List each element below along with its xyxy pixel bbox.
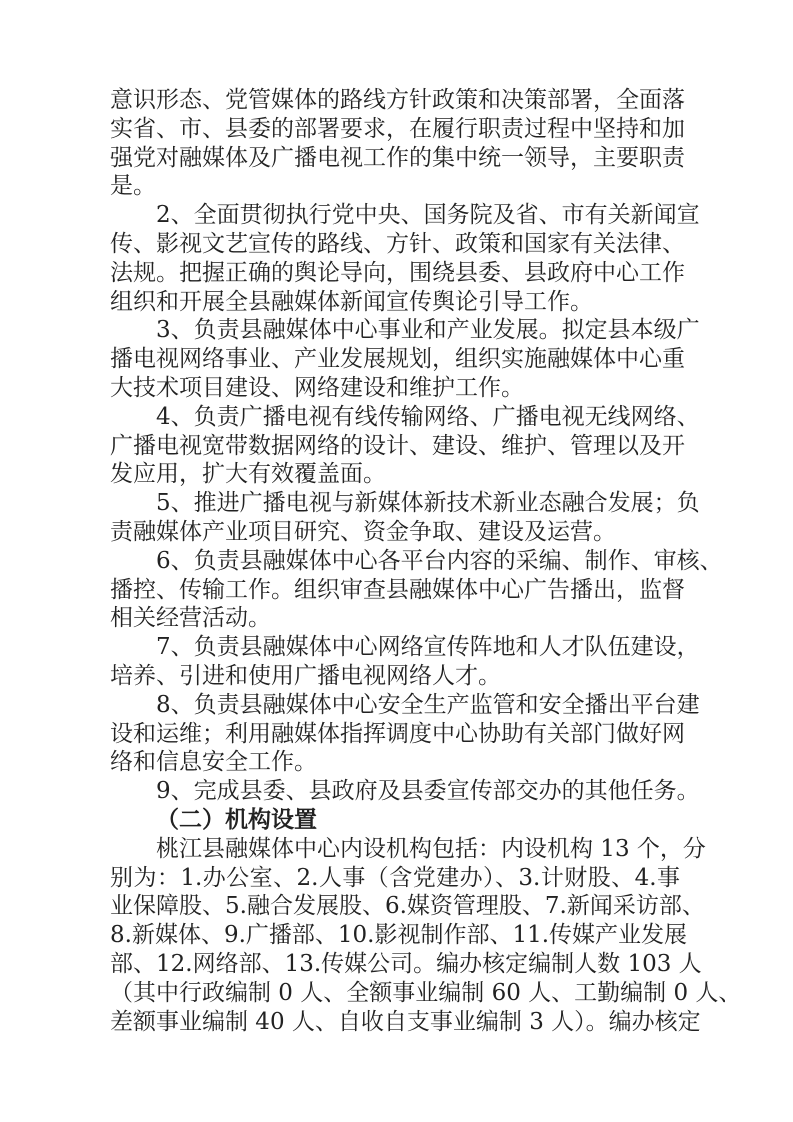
text-line: 大技术项目建设、网络建设和维护工作。 [110,374,524,401]
text-line: 组织和开展全县融媒体新闻宣传舆论引导工作。 [110,288,593,315]
paragraph [110,403,700,489]
text-line: 法规。把握正确的舆论导向，围绕县委、县政府中心工作 [110,259,685,286]
text-line: （其中行政编制 0 人、全额事业编制 60 人、工勤编制 0 人、 [110,979,742,1006]
text-line: 部、12.网络部、13.传媒公司。编办核定编制人数 103 人 [110,950,702,977]
paragraph [110,86,685,201]
paragraph [110,316,700,402]
text-line: 发应用，扩大有效覆盖面。 [110,461,386,488]
text-line: 8、负责县融媒体中心安全生产监管和安全播出平台建 [156,691,700,718]
paragraph [110,835,742,1037]
paragraph [110,547,723,633]
paragraph [110,489,700,547]
text-line: 设和运维；利用融媒体指挥调度中心协助有关部门做好网 [110,720,685,747]
text-line: （二）机构设置 [156,806,317,833]
text-line: 4、负责广播电视有线传输网络、广播电视无线网络、 [156,403,700,430]
text-line: 3、负责县融媒体中心事业和产业发展。拟定县本级广 [156,317,700,344]
paragraph [110,691,700,777]
section-heading [110,806,680,835]
text-line: 络和信息安全工作。 [110,749,317,776]
text-line: 桃江县融媒体中心内设机构包括：内设机构 13 个，分 [156,835,706,862]
text-line: 业保障股、5.融合发展股、6.媒资管理股、7.新闻采访部、 [110,893,705,920]
text-line: 播控、传输工作。组织审查县融媒体中心广告播出，监督 [110,576,685,603]
text-line: 7、负责县融媒体中心网络宣传阵地和人才队伍建设， [156,634,700,661]
paragraph [110,777,700,806]
text-line: 广播电视宽带数据网络的设计、建设、维护、管理以及开 [110,432,685,459]
text-line: 2、全面贯彻执行党中央、国务院及省、市有关新闻宣 [156,202,700,229]
text-line: 意识形态、党管媒体的路线方针政策和决策部署，全面落 [110,87,685,113]
text-line: 培养、引进和使用广播电视网络人才。 [110,662,501,689]
text-line: 8.新媒体、9.广播部、10.影视制作部、11.传媒产业发展 [110,922,688,949]
text-line: 差额事业编制 40 人、自收自支事业编制 3 人）。编办核定 [110,1008,701,1035]
text-line: 强党对融媒体及广播电视工作的集中统一领导，主要职责 [110,144,685,171]
text-line: 9、完成县委、县政府及县委宣传部交办的其他任务。 [156,778,700,805]
text-line: 相关经营活动。 [110,605,271,632]
text-line: 播电视网络事业、产业发展规划，组织实施融媒体中心重 [110,346,685,373]
text-line: 5、推进广播电视与新媒体新技术新业态融合发展；负 [156,490,700,517]
text-line: 是。 [110,173,156,200]
text-line: 6、负责县融媒体中心各平台内容的采编、制作、审核、 [156,547,723,574]
text-line: 责融媒体产业项目研究、资金争取、建设及运营。 [110,518,616,545]
text-line: 别为：1.办公室、2.人事（含党建办）、3.计财股、4.事 [110,864,680,891]
text-line: 传、影视文艺宣传的路线、方针、政策和国家有关法律、 [110,230,685,257]
paragraph [110,201,700,316]
paragraph [110,633,700,691]
text-line: 实省、市、县委的部署要求，在履行职责过程中坚持和加 [110,115,685,142]
document-body [110,86,742,1036]
